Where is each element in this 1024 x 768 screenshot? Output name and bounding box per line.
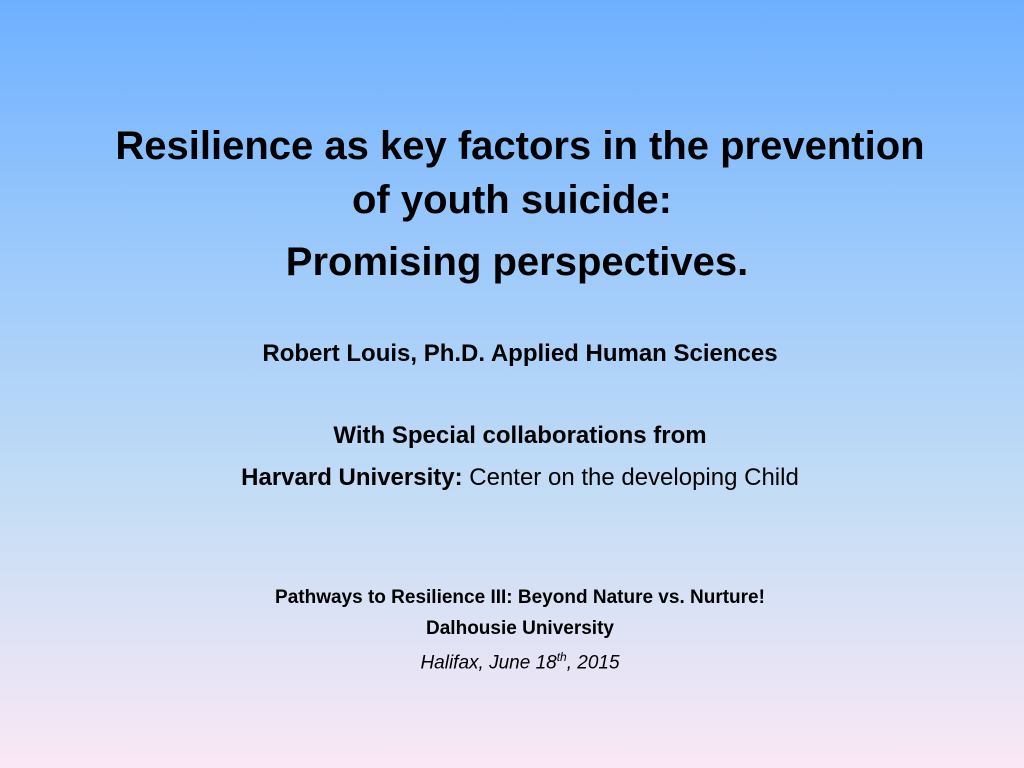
slide-title [0,118,1024,290]
conference-date [0,650,1024,674]
conference-title: Pathways to Resilience III: Beyond Nature vs. Nurture! [275,587,765,608]
title-line-1: Resilience as key factors in the prevention [115,124,925,168]
collaboration-heading: With Special collaborations from [333,422,707,449]
author-line: Robert Louis, Ph.D. Applied Human Sciences [262,340,778,367]
collaboration-organization: Harvard University: [241,464,463,491]
title-line-2: of youth suicide: [352,178,672,222]
conference-venue: Dalhousie University [426,618,614,639]
date-ordinal-suffix: th [556,650,567,664]
title-line-3: Promising perspectives. [285,240,749,284]
date-year: , 2015 [566,652,620,674]
collaboration-line [0,464,1024,492]
collaboration-center: Center on the developing Child [462,464,799,491]
date-prefix: Halifax, June 18 [420,652,557,674]
